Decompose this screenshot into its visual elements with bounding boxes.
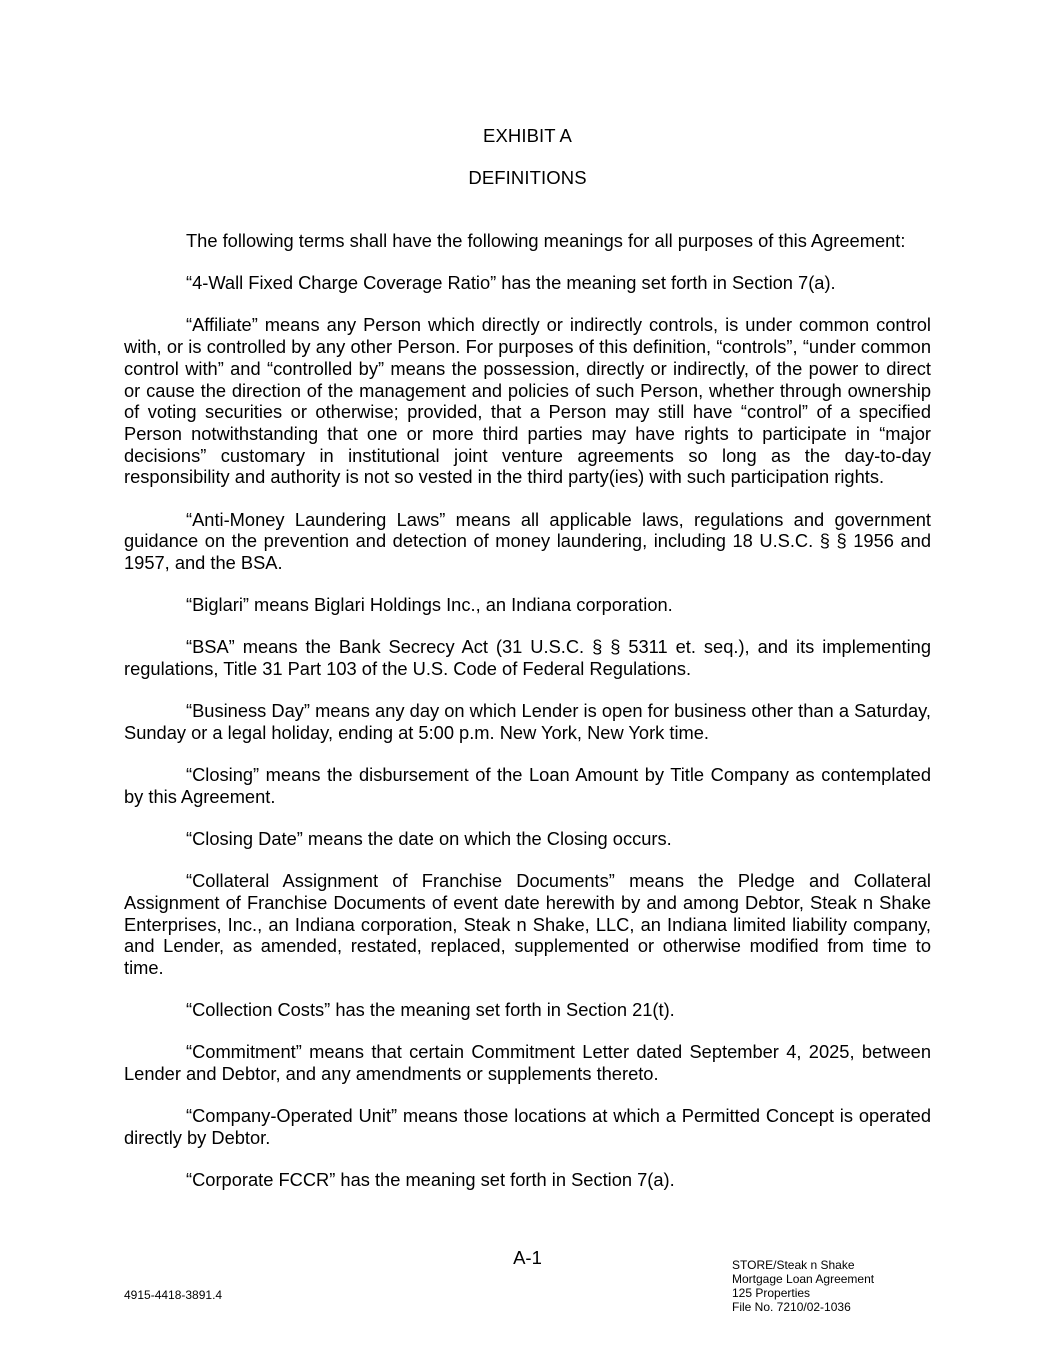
footer-info-line: File No. 7210/02-1036 xyxy=(732,1300,851,1314)
page-number: A-1 xyxy=(513,1247,542,1268)
intro-paragraph: The following terms shall have the following meanings for all purposes of this Agreement: xyxy=(186,230,906,251)
footer-info-line: 125 Properties xyxy=(732,1286,811,1300)
definition-commitment: “Commitment” means that certain Commitment Letter dated September 4, 2025, between Lender and Debtor, and any amendments or supplements thereto. xyxy=(124,1041,931,1085)
definition-anti-money-laundering-laws: “Anti-Money Laundering Laws” means all applicable laws, regulations and government guidance on the prevention and detection of money laundering, including 18 U.S.C. § § 1956 and 1957, and the BSA. xyxy=(124,508,931,573)
definition-corporate-fccr: “Corporate FCCR” has the meaning set forth in Section 7(a). xyxy=(186,1169,675,1191)
definition-bsa: “BSA” means the Bank Secrecy Act (31 U.S.C. § § 5311 et. seq.), and its implementing regulations, Title 31 Part 103 of the U.S. Code of Federal Regulations. xyxy=(124,636,931,680)
definition-collection-costs: “Collection Costs” has the meaning set forth in Section 21(t). xyxy=(186,999,675,1021)
definition-4-wall-fccr: “4-Wall Fixed Charge Coverage Ratio” has the meaning set forth in Section 7(a). xyxy=(186,272,836,294)
definition-affiliate: “Affiliate” means any Person which directly or indirectly controls, is under common control with, or is controlled by any other Person. For purposes of this definition, “controls”, “under common control with” and “controlled by” means the possession, directly or indirectly, of the power to direct or cause the direction of the management and policies of such Person, whether through ownership of voting securities or otherwise; provided, that a Person may still have “control” of a specified Person notwithstanding that one or more third parties may have rights to participate in “major decisions” customary in institutional joint venture agreements so long as the day-to-day responsibility and authority is not so vested in the third party(ies) with such participation rights. xyxy=(124,314,931,488)
definition-business-day: “Business Day” means any day on which Lender is open for business other than a Saturday, Sunday or a legal holiday, ending at 5:00 p.m. New York, New York time. xyxy=(124,700,931,743)
exhibit-subtitle: DEFINITIONS xyxy=(468,167,587,188)
definition-collateral-assignment: “Collateral Assignment of Franchise Documents” means the Pledge and Collateral Assignment of Franchise Documents of event date herewith by and among Debtor, Steak n Shake Enterprises, Inc., an Indiana corporation, Steak n Shake, LLC, an Indiana limited liability company, and Lender, as amended, restated, replaced, supplemented or otherwise modified from time to time. xyxy=(124,870,931,979)
definition-closing: “Closing” means the disbursement of the Loan Amount by Title Company as contemplated by this Agreement. xyxy=(124,764,931,807)
footer-info-line: STORE/Steak n Shake xyxy=(732,1258,855,1272)
document-id: 4915-4418-3891.4 xyxy=(124,1288,223,1302)
footer-info-block xyxy=(732,1258,874,1314)
definitions-body xyxy=(124,230,931,1212)
footer-info-line: Mortgage Loan Agreement xyxy=(732,1272,875,1286)
definition-company-operated-unit: “Company-Operated Unit” means those locations at which a Permitted Concept is operated directly by Debtor. xyxy=(124,1105,931,1149)
definition-closing-date: “Closing Date” means the date on which the Closing occurs. xyxy=(186,828,672,850)
exhibit-title: EXHIBIT A xyxy=(483,125,572,146)
definition-biglari: “Biglari” means Biglari Holdings Inc., an Indiana corporation. xyxy=(186,594,673,616)
